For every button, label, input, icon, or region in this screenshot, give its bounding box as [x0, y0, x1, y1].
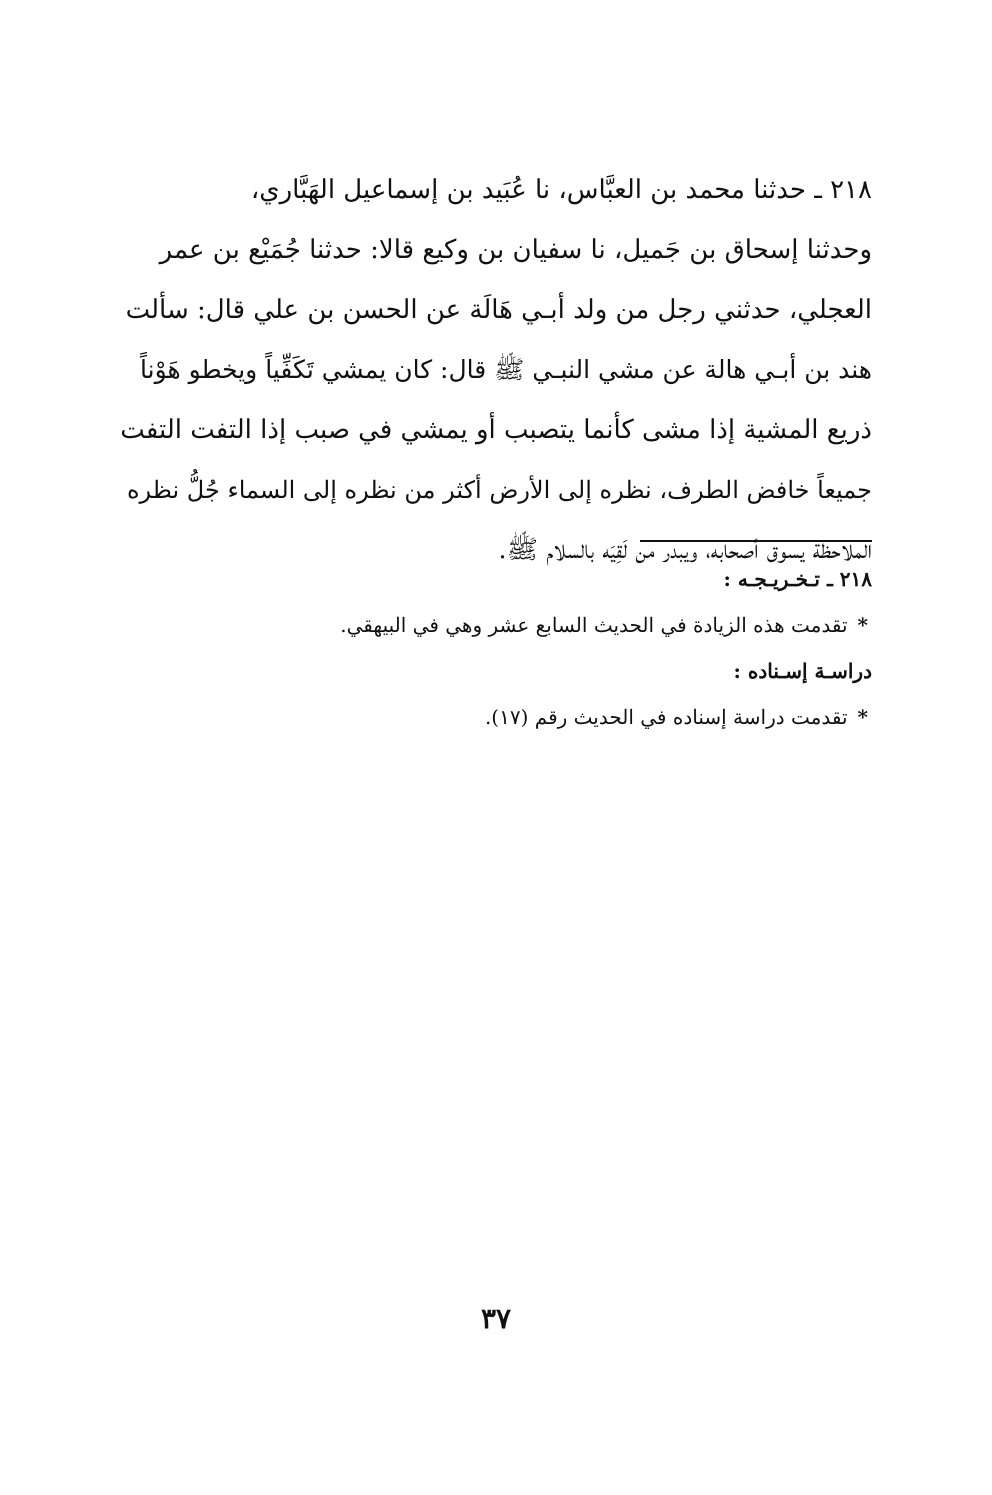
main-text-line-2: وحدثنا إسحاق بن جَميل، نا سفيان بن وكيع قالا: حدثنا جُمَيْع بن عمر [159, 235, 872, 265]
isnad-item [120, 694, 872, 740]
main-text-line-1: ٢١٨ ـ حدثنا محمد بن العبَّاس، نا عُبَيد بن إسماعيل الهَبَّاري، [250, 175, 872, 205]
main-text-line-4: هند بن أبـي هالة عن مشي النبـي ﷺ قال: كان يمشي تَكَفِّياً ويخطو هَوْناً [140, 355, 872, 384]
main-text-line-7: الملاحظة يسوق أصحابه، ويبدر من لَقِيَه بالسلام ﷺ. [498, 535, 872, 565]
page-number: ٣٧ [480, 1302, 512, 1335]
isnad-text: تقدمت دراسة إسناده في الحديث رقم (١٧). [484, 705, 848, 729]
footnotes-section [120, 556, 872, 740]
main-text-line-5: ذريع المشية إذا مشى كأنما يتصبب أو يمشي في صبب إذا التفت التفت [120, 415, 872, 445]
isnad-star-marker: * [857, 705, 868, 729]
takhrij-star-marker: * [857, 613, 868, 637]
isnad-heading: دراسـة إسـناده : [733, 659, 872, 683]
main-text-line-3: العجلي، حدثني رجل من ولد أبـي هَالَة عن الحسن بن علي قال: سألت [125, 295, 872, 325]
takhrij-heading: ٢١٨ ـ تـخـريـجـه : [723, 567, 872, 591]
takhrij-text: تقدمت هذه الزيادة في الحديث السابع عشر وهي في البيهقي. [340, 613, 848, 637]
footnote-divider [640, 540, 872, 542]
takhrij-item [120, 602, 872, 648]
hadith-main-text [120, 160, 872, 580]
main-text-line-6: جميعاً خافض الطرف، نظره إلى الأرض أكثر من نظره إلى السماء جُلُّ نظره [126, 476, 872, 504]
